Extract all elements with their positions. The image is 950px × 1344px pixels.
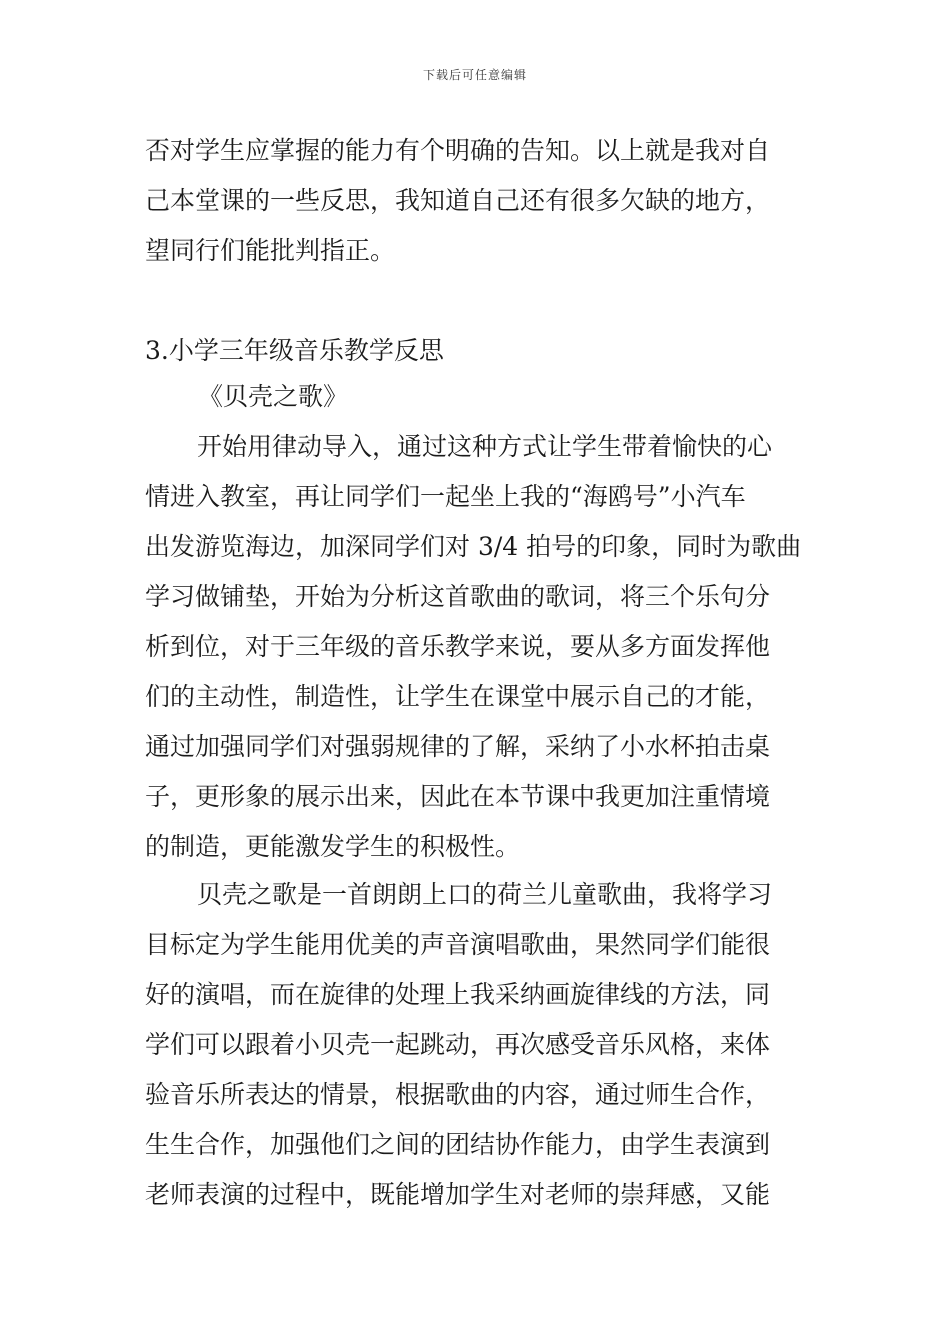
paragraph-line: 出发游览海边，加深同学们对 3/4 拍号的印象，同时为歌曲 <box>145 532 802 561</box>
paragraph-line: 子，更形象的展示出来，因此在本节课中我更加注重情境 <box>145 782 771 811</box>
paragraph-line: 望同行们能批判指正。 <box>145 236 396 265</box>
paragraph-line: 析到位，对于三年级的音乐教学来说，要从多方面发挥他 <box>145 632 771 661</box>
paragraph-1 <box>145 126 809 276</box>
paragraph-line: 们的主动性，制造性，让学生在课堂中展示自己的才能， <box>145 682 771 711</box>
paragraph-3 <box>145 870 809 1220</box>
section-subtitle: 《贝壳之歌》 <box>198 382 349 411</box>
paragraph-line: 生生合作，加强他们之间的团结协作能力，由学生表演到 <box>145 1130 771 1159</box>
section-heading: 3.小学三年级音乐教学反思 <box>145 336 444 365</box>
paragraph-line: 验音乐所表达的情景，根据歌曲的内容，通过师生合作， <box>145 1080 771 1109</box>
paragraph-line: 目标定为学生能用优美的声音演唱歌曲，果然同学们能很 <box>145 930 771 959</box>
paragraph-line: 好的演唱，而在旋律的处理上我采纳画旋律线的方法，同 <box>145 980 771 1009</box>
paragraph-line: 学们可以跟着小贝壳一起跳动，再次感受音乐风格，来体 <box>145 1030 771 1059</box>
paragraph-line: 贝壳之歌是一首朗朗上口的荷兰儿童歌曲，我将学习 <box>197 880 773 909</box>
paragraph-line: 己本堂课的一些反思，我知道自己还有很多欠缺的地方， <box>145 186 771 215</box>
paragraph-line: 情进入教室，再让同学们一起坐上我的“海鸥号”小汽车 <box>145 482 746 511</box>
paragraph-line: 的制造，更能激发学生的积极性。 <box>145 832 521 861</box>
paragraph-line: 老师表演的过程中，既能增加学生对老师的崇拜感，又能 <box>145 1180 771 1209</box>
paragraph-line: 学习做铺垫，开始为分析这首歌曲的歌词，将三个乐句分 <box>145 582 771 611</box>
paragraph-line: 开始用律动导入，通过这种方式让学生带着愉快的心 <box>197 432 773 461</box>
paragraph-line: 否对学生应掌握的能力有个明确的告知。以上就是我对自 <box>145 136 771 165</box>
paragraph-line: 通过加强同学们对强弱规律的了解，采纳了小水杯拍击桌 <box>145 732 771 761</box>
paragraph-2 <box>145 422 809 872</box>
page-header-note: 下载后可任意编辑 <box>422 68 527 82</box>
